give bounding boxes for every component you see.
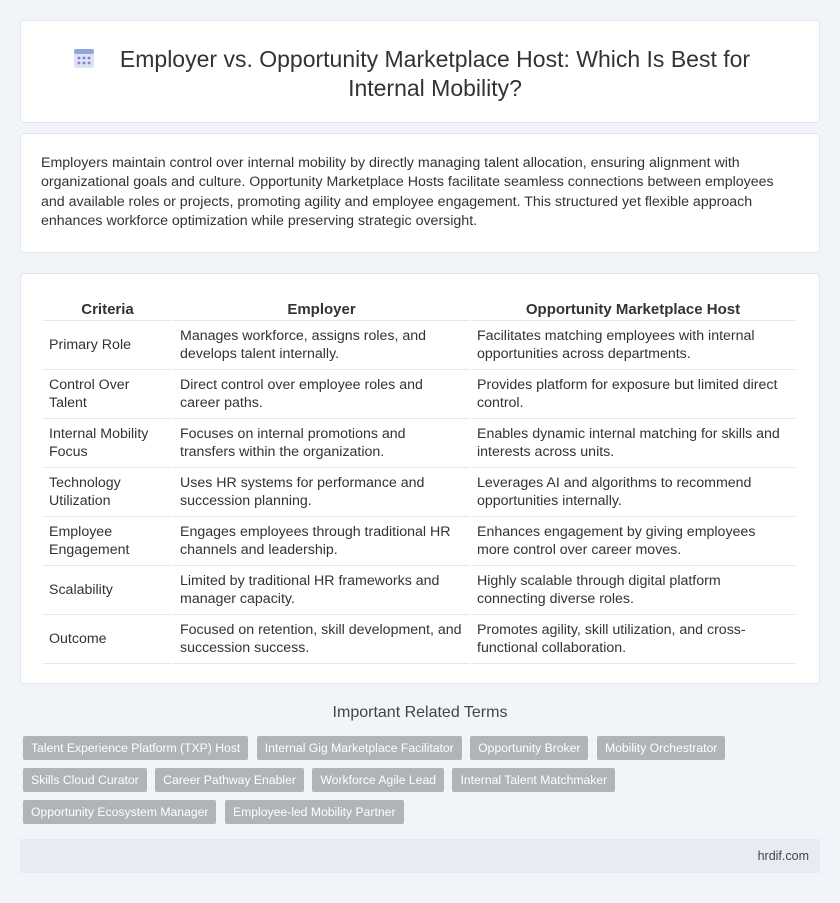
criteria-cell: Control Over Talent [43, 370, 172, 419]
criteria-cell: Employee Engagement [43, 517, 172, 566]
header-criteria: Criteria [43, 296, 172, 321]
employer-cell: Engages employees through traditional HR channels and leadership. [174, 517, 469, 566]
related-term-tag[interactable]: Skills Cloud Curator [23, 768, 147, 792]
host-cell: Enables dynamic internal matching for skills and interests across units. [471, 419, 795, 468]
intro-card [20, 133, 820, 253]
host-cell: Enhances engagement by giving employees more control over career moves. [471, 517, 795, 566]
related-term-tag[interactable]: Internal Gig Marketplace Facilitator [257, 736, 462, 760]
table-row [43, 370, 795, 419]
related-terms-title: Important Related Terms [332, 704, 508, 721]
table-header-row [43, 296, 795, 321]
table-row [43, 468, 795, 517]
host-cell: Highly scalable through digital platform connecting diverse roles. [471, 566, 795, 615]
employer-cell: Uses HR systems for performance and succession planning. [174, 468, 469, 517]
related-term-tag[interactable]: Employee-led Mobility Partner [225, 800, 404, 824]
comparison-table [41, 296, 797, 664]
related-term-tag[interactable]: Career Pathway Enabler [155, 768, 304, 792]
page-title: Employer vs. Opportunity Marketplace Host: Which Is Best for Internal Mobility? [119, 46, 751, 101]
comparison-card [20, 273, 820, 684]
related-term-tag[interactable]: Internal Talent Matchmaker [452, 768, 615, 792]
table-row [43, 566, 795, 615]
criteria-cell: Technology Utilization [43, 468, 172, 517]
employer-cell: Focuses on internal promotions and transfers within the organization. [174, 419, 469, 468]
header-employer: Employer [174, 296, 469, 321]
header-host: Opportunity Marketplace Host [471, 296, 795, 321]
host-cell: Facilitates matching employees with internal opportunities across departments. [471, 321, 795, 370]
related-term-tag[interactable]: Workforce Agile Lead [312, 768, 444, 792]
employer-cell: Direct control over employee roles and career paths. [174, 370, 469, 419]
intro-text: Employers maintain control over internal mobility by directly managing talent allocation, ensuring alignment with organizational goals and culture. Opportunity Marketplace Hosts facilitate seamless connections between employees and available roles or projects, promoting agility and employee engagement. This structured yet flexible approach enhances workforce optimization while preserving strategic oversight. [41, 155, 774, 230]
table-row [43, 321, 795, 370]
table-row [43, 419, 795, 468]
related-term-tag[interactable]: Opportunity Ecosystem Manager [23, 800, 216, 824]
employer-cell: Focused on retention, skill development, and succession success. [174, 615, 469, 664]
related-term-tag[interactable]: Mobility Orchestrator [597, 736, 725, 760]
criteria-cell: Primary Role [43, 321, 172, 370]
employer-cell: Limited by traditional HR frameworks and manager capacity. [174, 566, 469, 615]
footer-site-link[interactable]: hrdif.com [757, 849, 809, 863]
host-cell: Provides platform for exposure but limited direct control. [471, 370, 795, 419]
related-term-tag[interactable]: Opportunity Broker [470, 736, 588, 760]
criteria-cell: Internal Mobility Focus [43, 419, 172, 468]
header-card [20, 20, 820, 123]
related-terms-list [23, 736, 813, 832]
host-cell: Leverages AI and algorithms to recommend opportunities internally. [471, 468, 795, 517]
related-term-tag[interactable]: Talent Experience Platform (TXP) Host [23, 736, 248, 760]
employer-cell: Manages workforce, assigns roles, and develops talent internally. [174, 321, 469, 370]
footer [20, 839, 820, 873]
host-cell: Promotes agility, skill utilization, and cross-functional collaboration. [471, 615, 795, 664]
table-row [43, 517, 795, 566]
table-row [43, 615, 795, 664]
criteria-cell: Scalability [43, 566, 172, 615]
criteria-cell: Outcome [43, 615, 172, 664]
